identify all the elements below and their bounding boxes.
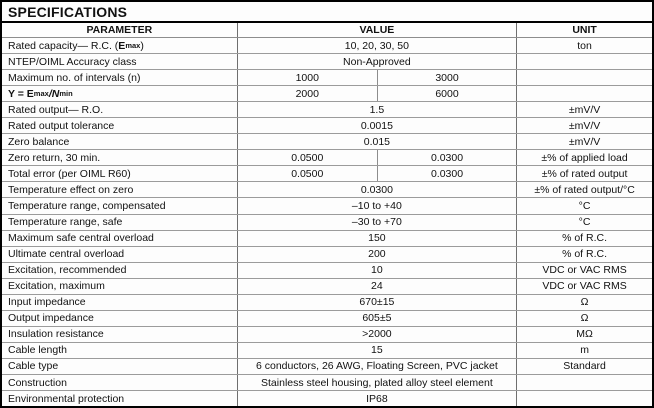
parameter-cell: Ultimate central overload bbox=[8, 248, 125, 261]
parameter-cell: Zero return, 30 min. bbox=[8, 151, 101, 164]
value-cell: Non-Approved bbox=[237, 54, 517, 69]
unit-cell: Standard bbox=[516, 359, 652, 374]
table-row bbox=[2, 391, 652, 406]
value-cell: 0.0015 bbox=[237, 118, 517, 133]
table-row bbox=[2, 102, 652, 118]
value-cell: –10 to +40 bbox=[237, 198, 517, 213]
value-cell: 6 conductors, 26 AWG, Floating Screen, PVC jacket bbox=[237, 359, 517, 374]
unit-cell: ±% of rated output/°C bbox=[516, 182, 652, 197]
table-row bbox=[2, 198, 652, 214]
table-row bbox=[2, 327, 652, 343]
unit-cell: VDC or VAC RMS bbox=[516, 279, 652, 294]
parameter-cell: Rated output tolerance bbox=[8, 119, 115, 132]
unit-cell bbox=[516, 86, 652, 101]
value-cell: 0.0300 bbox=[237, 182, 517, 197]
table-row bbox=[2, 150, 652, 166]
value-cell-right: 6000 bbox=[377, 86, 516, 101]
parameter-text-segment: / bbox=[48, 87, 52, 100]
value-cell: 10 bbox=[237, 263, 517, 278]
parameter-cell: Construction bbox=[8, 376, 67, 389]
table-row bbox=[2, 343, 652, 359]
value-cell-right: 0.0300 bbox=[377, 166, 516, 181]
unit-cell: % of R.C. bbox=[516, 231, 652, 246]
parameter-cell bbox=[2, 86, 237, 101]
table-row bbox=[2, 359, 652, 375]
table-row bbox=[2, 70, 652, 86]
parameter-cell: Temperature effect on zero bbox=[8, 183, 134, 196]
table-row bbox=[2, 231, 652, 247]
value-cell-left: 0.0500 bbox=[291, 151, 324, 164]
parameter-cell: Excitation, recommended bbox=[8, 264, 127, 277]
parameter-cell: Cable length bbox=[8, 344, 67, 357]
value-cell: –30 to +70 bbox=[237, 215, 517, 230]
value-cell-left: 1000 bbox=[295, 71, 319, 84]
value-cell: 1.5 bbox=[237, 102, 517, 117]
table-row bbox=[2, 54, 652, 70]
parameter-text-segment: Rated capacity— R.C. ( bbox=[8, 39, 119, 52]
parameter-cell: Insulation resistance bbox=[8, 328, 104, 341]
parameter-cell: Maximum safe central overload bbox=[8, 232, 154, 245]
value-cell-right: 3000 bbox=[377, 70, 516, 85]
parameter-text-segment: ) bbox=[140, 39, 144, 52]
value-cell-group bbox=[237, 70, 517, 85]
parameter-cell: Rated output— R.O. bbox=[8, 103, 104, 116]
parameter-text-segment: min bbox=[59, 88, 73, 98]
table-row bbox=[2, 279, 652, 295]
unit-cell: ±% of rated output bbox=[516, 166, 652, 181]
unit-cell: °C bbox=[516, 198, 652, 213]
unit-cell: MΩ bbox=[516, 327, 652, 342]
table-row bbox=[2, 311, 652, 327]
table-row bbox=[2, 247, 652, 263]
header-parameter: PARAMETER bbox=[86, 24, 153, 36]
value-cell: 150 bbox=[237, 231, 517, 246]
parameter-cell bbox=[2, 38, 237, 53]
parameter-cell: Environmental protection bbox=[8, 392, 125, 405]
value-cell: 24 bbox=[237, 279, 517, 294]
table-header-row bbox=[2, 23, 652, 38]
parameter-cell: Input impedance bbox=[8, 296, 86, 309]
unit-cell: Ω bbox=[516, 311, 652, 326]
unit-cell bbox=[516, 375, 652, 390]
parameter-cell: Total error (per OIML R60) bbox=[8, 167, 131, 180]
parameter-text-segment: max bbox=[125, 40, 141, 50]
value-cell-group bbox=[237, 166, 517, 181]
parameter-text-segment: N bbox=[51, 87, 60, 100]
unit-cell: ton bbox=[516, 38, 652, 53]
unit-cell: ±mV/V bbox=[516, 102, 652, 117]
parameter-cell: Zero balance bbox=[8, 135, 70, 148]
value-cell: 670±15 bbox=[237, 295, 517, 310]
header-unit: UNIT bbox=[516, 23, 652, 37]
parameter-cell: Maximum no. of intervals (n) bbox=[8, 71, 141, 84]
unit-cell: Ω bbox=[516, 295, 652, 310]
table-row bbox=[2, 166, 652, 182]
unit-cell: m bbox=[516, 343, 652, 358]
value-cell-left: 0.0500 bbox=[291, 167, 324, 180]
value-cell-right: 0.0300 bbox=[377, 150, 516, 165]
sheet-title: SPECIFICATIONS bbox=[2, 2, 652, 23]
unit-cell: ±% of applied load bbox=[516, 150, 652, 165]
table-row bbox=[2, 375, 652, 391]
unit-cell: % of R.C. bbox=[516, 247, 652, 262]
table-row bbox=[2, 182, 652, 198]
table-row bbox=[2, 38, 652, 54]
parameter-cell: Temperature range, compensated bbox=[8, 199, 166, 212]
table-row bbox=[2, 215, 652, 231]
unit-cell: °C bbox=[516, 215, 652, 230]
value-cell: 10, 20, 30, 50 bbox=[237, 38, 517, 53]
parameter-cell: Cable type bbox=[8, 360, 59, 373]
value-cell-left: 2000 bbox=[295, 87, 319, 100]
value-cell-group bbox=[237, 86, 517, 101]
unit-cell: ±mV/V bbox=[516, 118, 652, 133]
table-row bbox=[2, 86, 652, 102]
header-value: VALUE bbox=[237, 23, 517, 37]
table-row bbox=[2, 134, 652, 150]
table-row bbox=[2, 295, 652, 311]
value-cell-group bbox=[237, 150, 517, 165]
unit-cell bbox=[516, 54, 652, 69]
parameter-text-segment: E bbox=[118, 39, 126, 52]
unit-cell bbox=[516, 70, 652, 85]
value-cell: 15 bbox=[237, 343, 517, 358]
table-row bbox=[2, 263, 652, 279]
spec-table-body bbox=[2, 38, 652, 406]
parameter-text-segment: max bbox=[33, 88, 49, 98]
parameter-cell: NTEP/OIML Accuracy class bbox=[8, 55, 137, 68]
unit-cell bbox=[516, 391, 652, 406]
unit-cell: VDC or VAC RMS bbox=[516, 263, 652, 278]
parameter-cell: Temperature range, safe bbox=[8, 216, 123, 229]
value-cell: 200 bbox=[237, 247, 517, 262]
parameter-cell: Excitation, maximum bbox=[8, 280, 105, 293]
value-cell: Stainless steel housing, plated alloy steel element bbox=[237, 375, 517, 390]
value-cell: IP68 bbox=[237, 391, 517, 406]
parameter-text-segment: Y = E bbox=[8, 87, 34, 100]
unit-cell: ±mV/V bbox=[516, 134, 652, 149]
value-cell: 0.015 bbox=[237, 134, 517, 149]
parameter-cell: Output impedance bbox=[8, 312, 94, 325]
value-cell: 605±5 bbox=[237, 311, 517, 326]
value-cell: >2000 bbox=[237, 327, 517, 342]
table-row bbox=[2, 118, 652, 134]
